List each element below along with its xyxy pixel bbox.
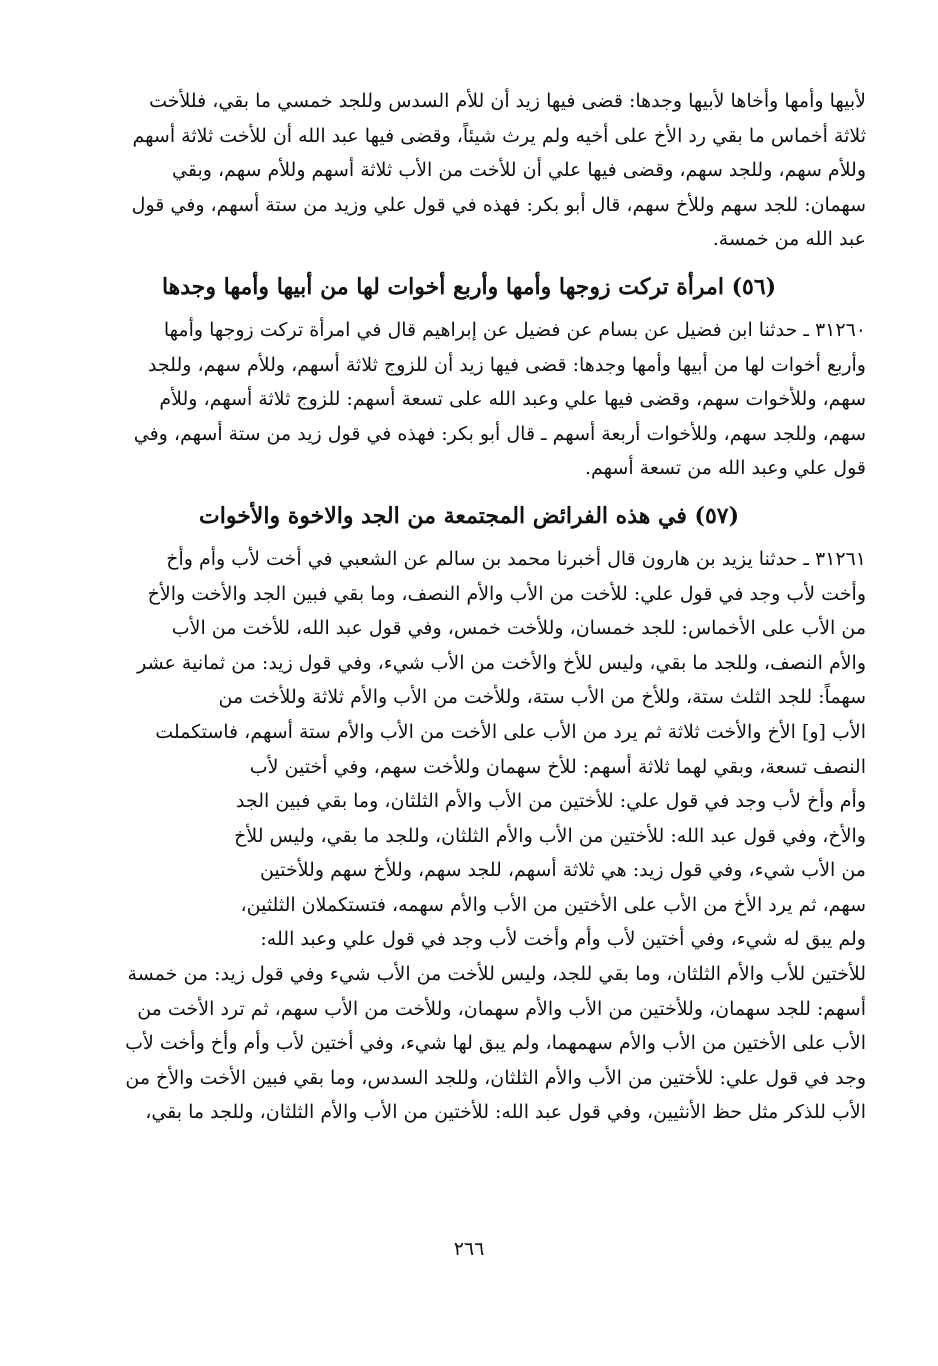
text-line: أسهم: للجد سهمان، وللأختين من الأب والأم سهمان، وللأخت من الأب سهم، ثم ترد الأخت من (137, 997, 866, 1020)
text-line: من الأب شيء، وفي قول زيد: هي ثلاثة أسهم، للجد سهم، وللأخ سهم وللأختين (260, 859, 866, 882)
text-line: عبد الله من خمسة. (712, 228, 866, 251)
section-heading-56: (٥٦) امرأة تركت زوجها وأمها وأربع أخوات لها من أبيها وأمها وجدها (161, 273, 777, 300)
text-line: الأب على الأختين من الأب والأم سهمهما، ولم يبق لها شيء، وفي أختين لأب وأم وأخ وأخت لأب (125, 1032, 866, 1055)
text-line: قول علي وعبد الله من تسعة أسهم. (584, 457, 866, 480)
text-line: ولم يبق له شيء، وفي أختين لأب وأم وأخت لأب وجد في قول علي وعبد الله: (260, 928, 866, 951)
text-line: سهم، ثم يرد الأخ من الأب على الأختين من الأب والأم سهمه، فتستكملان الثلثين، (240, 893, 866, 916)
text-line: للأختين للأب والأم الثلثان، وما بقي للجد، وليس للأخت من الأب شيء وفي قول زيد: من خمسة (127, 963, 866, 986)
paragraph-hadith-31260 (72, 313, 866, 486)
text-line: وأربع أخوات لها من أبيها وأمها وجدها: قضى فيها زيد أن للزوج ثلاثة أسهم، وللأم سهم، وللجد (147, 353, 866, 376)
text-line: من الأب على الأخماس: للجد خمسان، وللأخت خمس، وفي قول عبد الله، للأخت من الأب (171, 617, 866, 640)
text-line: وأخت لأب وجد في قول علي: للأخت من الأب والأم النصف، وما بقي فبين الجد والأخت والأخ (147, 582, 866, 605)
text-line: سهماً: للجد الثلث ستة، وللأخ من الأب ستة، وللأخت من الأب والأم ثلاثة وللأخت من (218, 686, 866, 709)
text-line: والأم النصف، وللجد ما بقي، وليس للأخ والأخت من الأب شيء، وفي قول زيد: من ثمانية عشر (137, 651, 866, 674)
text-line: والأخ، وفي قول عبد الله: للأختين من الأب والأم الثلثان، وللجد ما بقي، وليس للأخ (234, 824, 866, 847)
text-line: ثلاثة أخماس ما بقي رد الأخ على أخيه ولم يرث شيئاً، وقضى فيها عبد الله أن للأخت ثلاثة أسهم (132, 124, 866, 147)
text-line: وأم وأخ لأب وجد في قول علي: للأختين من الأب والأم الثلثان، وما بقي فبين الجد (235, 790, 866, 813)
text-line: الأب للذكر مثل حظ الأنثيين، وفي قول عبد الله: للأختين من الأب والأم الثلثان، وللجد ما بقي، (145, 1101, 866, 1124)
text-line: ٣١٢٦١ ـ حدثنا يزيد بن هارون قال أخبرنا محمد بن سالم عن الشعبي في أخت لأب وأم وأخ (166, 547, 866, 570)
text-line: النصف تسعة، وبقي لهما ثلاثة أسهم: للأخ سهمان وللأخت سهم، وفي أختين لأب (249, 755, 866, 778)
text-line: وجد في قول علي: للأختين من الأب والأم الثلثان، وللجد السدس، وما بقي فبين الأخت والأخ من (125, 1066, 866, 1089)
paragraph-hadith-31261 (72, 542, 866, 1130)
text-line: سهم، وللجد سهم، وللأخوات أربعة أسهم ـ قال أبو بكر: فهذه في قول زيد من ستة أسهم، وفي (133, 422, 866, 445)
paragraph-continuation (72, 84, 866, 257)
section-heading-57: (٥٧) في هذه الفرائض المجتمعة من الجد والاخوة والأخوات (199, 502, 739, 529)
text-line: وللأم سهم، وللجد سهم، وقضى فيها علي أن للأخت من الأب ثلاثة أسهم وللأم سهم، وبقي (172, 159, 866, 182)
page-number: ٢٦٦ (453, 1238, 485, 1260)
text-line: سهمان: للجد سهم وللأخ سهم، قال أبو بكر: فهذه في قول علي وزيد من ستة أسهم، وفي قول (131, 193, 866, 216)
text-line: سهم، وللأخوات سهم، وقضى فيها علي وعبد الله على تسعة أسهم: للزوج ثلاثة أسهم، وللأم (159, 388, 866, 411)
text-line: ٣١٢٦٠ ـ حدثنا ابن فضيل عن بسام عن فضيل عن إبراهيم قال في امرأة تركت زوجها وأمها (163, 318, 866, 341)
text-line: لأبيها وأمها وأخاها لأبيها وجدها: قضى فيها زيد أن للأم السدس وللجد خمسي ما بقي، فللأخت (149, 90, 866, 112)
text-line: الأب [و] الأخ والأخت ثلاثة ثم يرد من الأب على الأخت من الأب والأم ستة أسهم، فاستكملت (155, 720, 866, 743)
